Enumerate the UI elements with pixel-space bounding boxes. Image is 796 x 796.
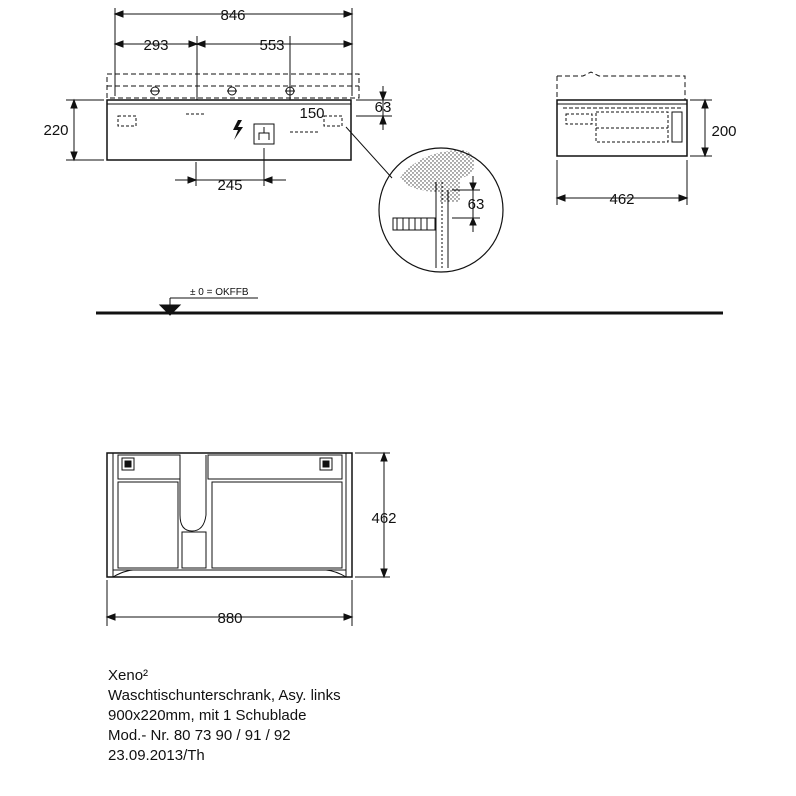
dim-center-spacing: 553 [259, 37, 285, 54]
detail-dim-63: 63 [467, 196, 485, 213]
caption-block [108, 666, 341, 766]
floor-line [96, 298, 723, 315]
dim-height-220: 220 [43, 122, 69, 139]
dim-top-offset: 63 [374, 99, 392, 116]
caption-description: Waschtischunterschrank, Asy. links [108, 687, 341, 704]
side-view [557, 72, 712, 205]
front-view [66, 8, 392, 186]
side-dim-depth: 462 [609, 191, 635, 208]
plan-dim-width: 880 [217, 610, 243, 627]
caption-size: 900x220mm, mit 1 Schublade [108, 707, 307, 724]
dim-service-offset: 245 [217, 177, 243, 194]
dim-inset-150: 150 [299, 105, 325, 122]
caption-product: Xeno² [108, 667, 149, 684]
caption-model: Mod.- Nr. 80 73 90 / 91 / 92 [108, 727, 291, 744]
dim-left-offset: 293 [143, 37, 169, 54]
plan-dim-depth: 462 [371, 510, 397, 527]
side-dim-height: 200 [711, 123, 737, 140]
dim-width-846: 846 [220, 7, 246, 24]
plan-view [107, 453, 390, 626]
electric-icon [233, 120, 243, 140]
floor-reference-label: ± 0 = OKFFB [190, 287, 249, 298]
caption-date: 23.09.2013/Th [108, 747, 205, 764]
